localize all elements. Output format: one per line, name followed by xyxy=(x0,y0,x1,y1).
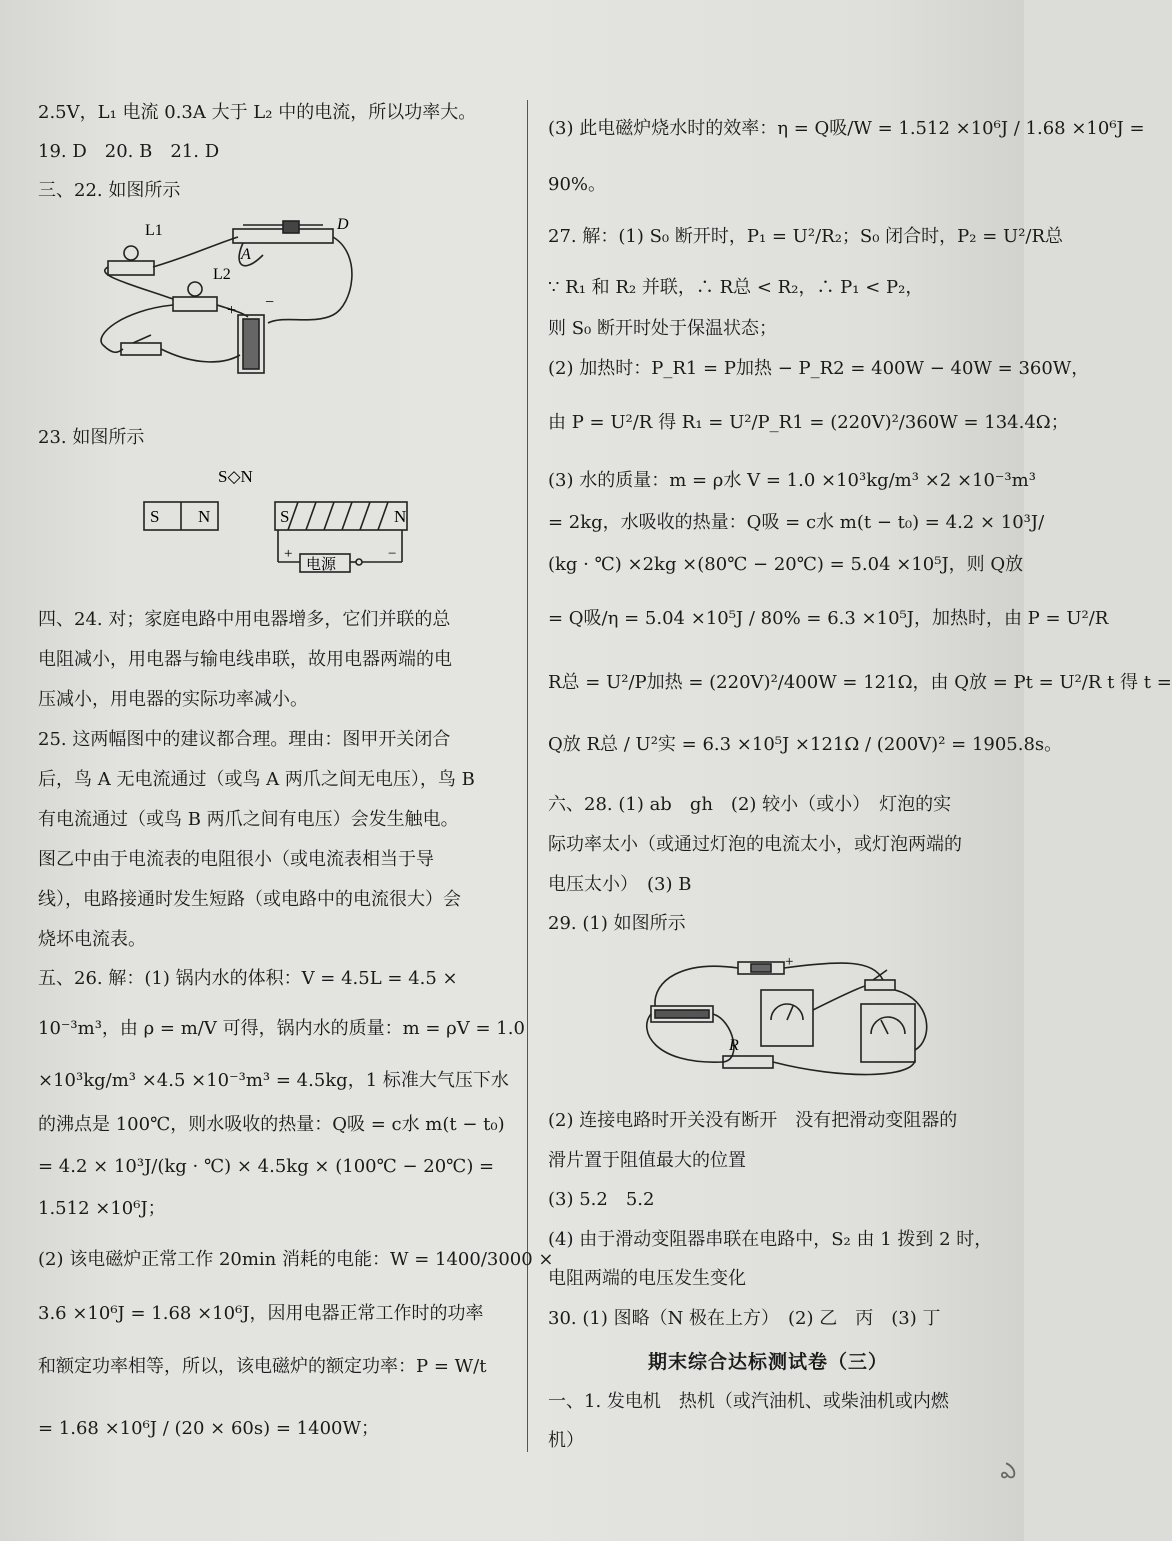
label-plus: + xyxy=(227,302,237,319)
text-line: 3.6 ×10⁶J = 1.68 ×10⁶J，因用电器正常工作时的功率 xyxy=(38,1303,484,1324)
text-line: 线），电路接通时发生短路（或电路中的电流很大）会 xyxy=(38,889,461,910)
text-line: 19. D 20. B 21. D xyxy=(38,141,220,162)
text-line: (3) 5.2 5.2 xyxy=(548,1189,655,1210)
text-line: 五、26. 解：(1) 锅内水的体积：V = 4.5L = 4.5 × xyxy=(38,968,458,989)
label-minus: − xyxy=(265,294,275,311)
text-line: ×10³kg/m³ ×4.5 ×10⁻³m³ = 4.5kg，1 标准大气压下水 xyxy=(38,1070,509,1091)
text-line: 2.5V，L₁ 电流 0.3A 大于 L₂ 中的电流，所以功率大。 xyxy=(38,102,477,123)
power-source-label: 电源 xyxy=(306,557,337,573)
magnet-n-pole: N xyxy=(198,507,211,526)
text-line: 30. (1) 图略（N 极在上方） (2) 乙 丙 (3) 丁 xyxy=(548,1308,941,1329)
text-line: (2) 加热时：P_R1 = P加热 − P_R2 = 400W − 40W = 360W， xyxy=(548,358,1090,379)
coil-s-pole: S xyxy=(280,507,290,526)
text-line: 后，鸟 A 无电流通过（或鸟 A 两爪之间无电压），鸟 B xyxy=(38,769,475,790)
text-line: (2) 连接电路时开关没有断开 没有把滑动变阻器的 xyxy=(548,1110,958,1131)
text-line: Q放 R总 / U²实 = 6.3 ×10⁵J ×121Ω / (200V)² = 1905.8s。 xyxy=(548,734,1063,755)
magnet-figure-23 xyxy=(138,462,438,582)
label-l1: L1 xyxy=(145,222,163,239)
text-line: (3) 水的质量：m = ρ水 V = 1.0 ×10³kg/m³ ×2 ×10⁻³m³ xyxy=(548,470,1036,491)
text-line: 由 P = U²/R 得 R₁ = U²/P_R1 = (220V)²/360W = 134.4Ω； xyxy=(548,412,1069,433)
corner-logo: ఎ xyxy=(1000,1459,1016,1484)
text-line: 1.512 ×10⁶J； xyxy=(38,1198,166,1219)
text-line: 电阻减小，用电器与输电线串联，故用电器两端的电 xyxy=(38,649,452,670)
text-line: 有电流通过（或鸟 B 两爪之间有电压）会发生触电。 xyxy=(38,809,459,830)
text-line: 电阻两端的电压发生变化 xyxy=(548,1268,746,1289)
text-line: R总 = U²/P加热 = (220V)²/400W = 121Ω，由 Q放 = Pt = U²/R t 得 t = xyxy=(548,672,1172,693)
text-line: 压减小，用电器的实际功率减小。 xyxy=(38,689,308,710)
text-line: = Q吸/η = 5.04 ×10⁵J / 80% = 6.3 ×10⁵J，加热时，由 P = U²/R xyxy=(548,608,1109,629)
text-line: 27. 解：(1) S₀ 断开时，P₁ = U²/R₂；S₀ 闭合时，P₂ = U²/R总 xyxy=(548,226,1064,247)
text-line: 25. 这两幅图中的建议都合理。理由：图甲开关闭合 xyxy=(38,729,451,750)
label-l2: L2 xyxy=(213,266,231,283)
text-line: = 1.68 ×10⁶J / (20 × 60s) = 1400W； xyxy=(38,1418,379,1439)
section-title: 期末综合达标测试卷（三） xyxy=(648,1351,889,1373)
text-line: = 2kg，水吸收的热量：Q吸 = c水 m(t − t₀) = 4.2 × 10³J/ xyxy=(548,512,1045,533)
circuit-figure-29 xyxy=(643,950,948,1090)
text-line: 烧坏电流表。 xyxy=(38,929,146,950)
text-line: 和额定功率相等，所以，该电磁炉的额定功率：P = W/t xyxy=(38,1356,487,1377)
text-line: 的沸点是 100℃，则水吸收的热量：Q吸 = c水 m(t − t₀) xyxy=(38,1114,505,1135)
label-r: R xyxy=(729,1037,739,1054)
text-line: 10⁻³m³，由 ρ = m/V 可得，锅内水的质量：m = ρV = 1.0 xyxy=(38,1018,525,1039)
text-line: (2) 该电磁炉正常工作 20min 消耗的电能：W = 1400/3000 × xyxy=(38,1249,554,1270)
text-line: 90%。 xyxy=(548,174,607,195)
text-line: 滑片置于阻值最大的位置 xyxy=(548,1150,746,1171)
text-line: = 4.2 × 10³J/(kg · ℃) × 4.5kg × (100℃ − 20℃) = xyxy=(38,1156,495,1177)
text-line: 机） xyxy=(548,1430,584,1451)
text-line: 六、28. (1) ab gh (2) 较小（或小） 灯泡的实 xyxy=(548,794,952,815)
text-line: 图乙中由于电流表的电阻很小（或电流表相当于导 xyxy=(38,849,434,870)
text-line: ∵ R₁ 和 R₂ 并联，∴ R总 < R₂，∴ P₁ < P₂， xyxy=(548,277,924,298)
text-line: 四、24. 对；家庭电路中用电器增多，它们并联的总 xyxy=(38,609,451,630)
text-line: (4) 由于滑动变阻器串联在电路中，S₂ 由 1 拨到 2 时， xyxy=(548,1229,993,1250)
compass-needle: S◇N xyxy=(218,467,253,486)
label-plus: + xyxy=(785,954,794,970)
coil-n-pole: N xyxy=(394,507,407,526)
text-line: 一、1. 发电机 热机（或汽油机、或柴油机或内燃 xyxy=(548,1391,949,1412)
source-plus: + xyxy=(284,546,293,562)
text-line: (kg · ℃) ×2kg ×(80℃ − 20℃) = 5.04 ×10⁵J，则 Q放 xyxy=(548,554,1024,575)
circuit-figure-22 xyxy=(93,215,413,380)
text-line: (3) 此电磁炉烧水时的效率：η = Q吸/W = 1.512 ×10⁶J / 1.68 ×10⁶J = xyxy=(548,118,1145,139)
source-minus: − xyxy=(388,546,397,562)
text-line: 际功率太小（或通过灯泡的电流太小，或灯泡两端的 xyxy=(548,834,962,855)
text-line: 三、22. 如图所示 xyxy=(38,180,181,201)
label-a: A xyxy=(241,246,251,263)
text-line: 电压太小） (3) B xyxy=(548,874,692,895)
magnet-s-pole: S xyxy=(150,507,160,526)
label-d: D xyxy=(337,216,349,233)
text-line: 则 S₀ 断开时处于保温状态； xyxy=(548,318,777,339)
text-line: 23. 如图所示 xyxy=(38,427,145,448)
text-line: 29. (1) 如图所示 xyxy=(548,913,686,934)
